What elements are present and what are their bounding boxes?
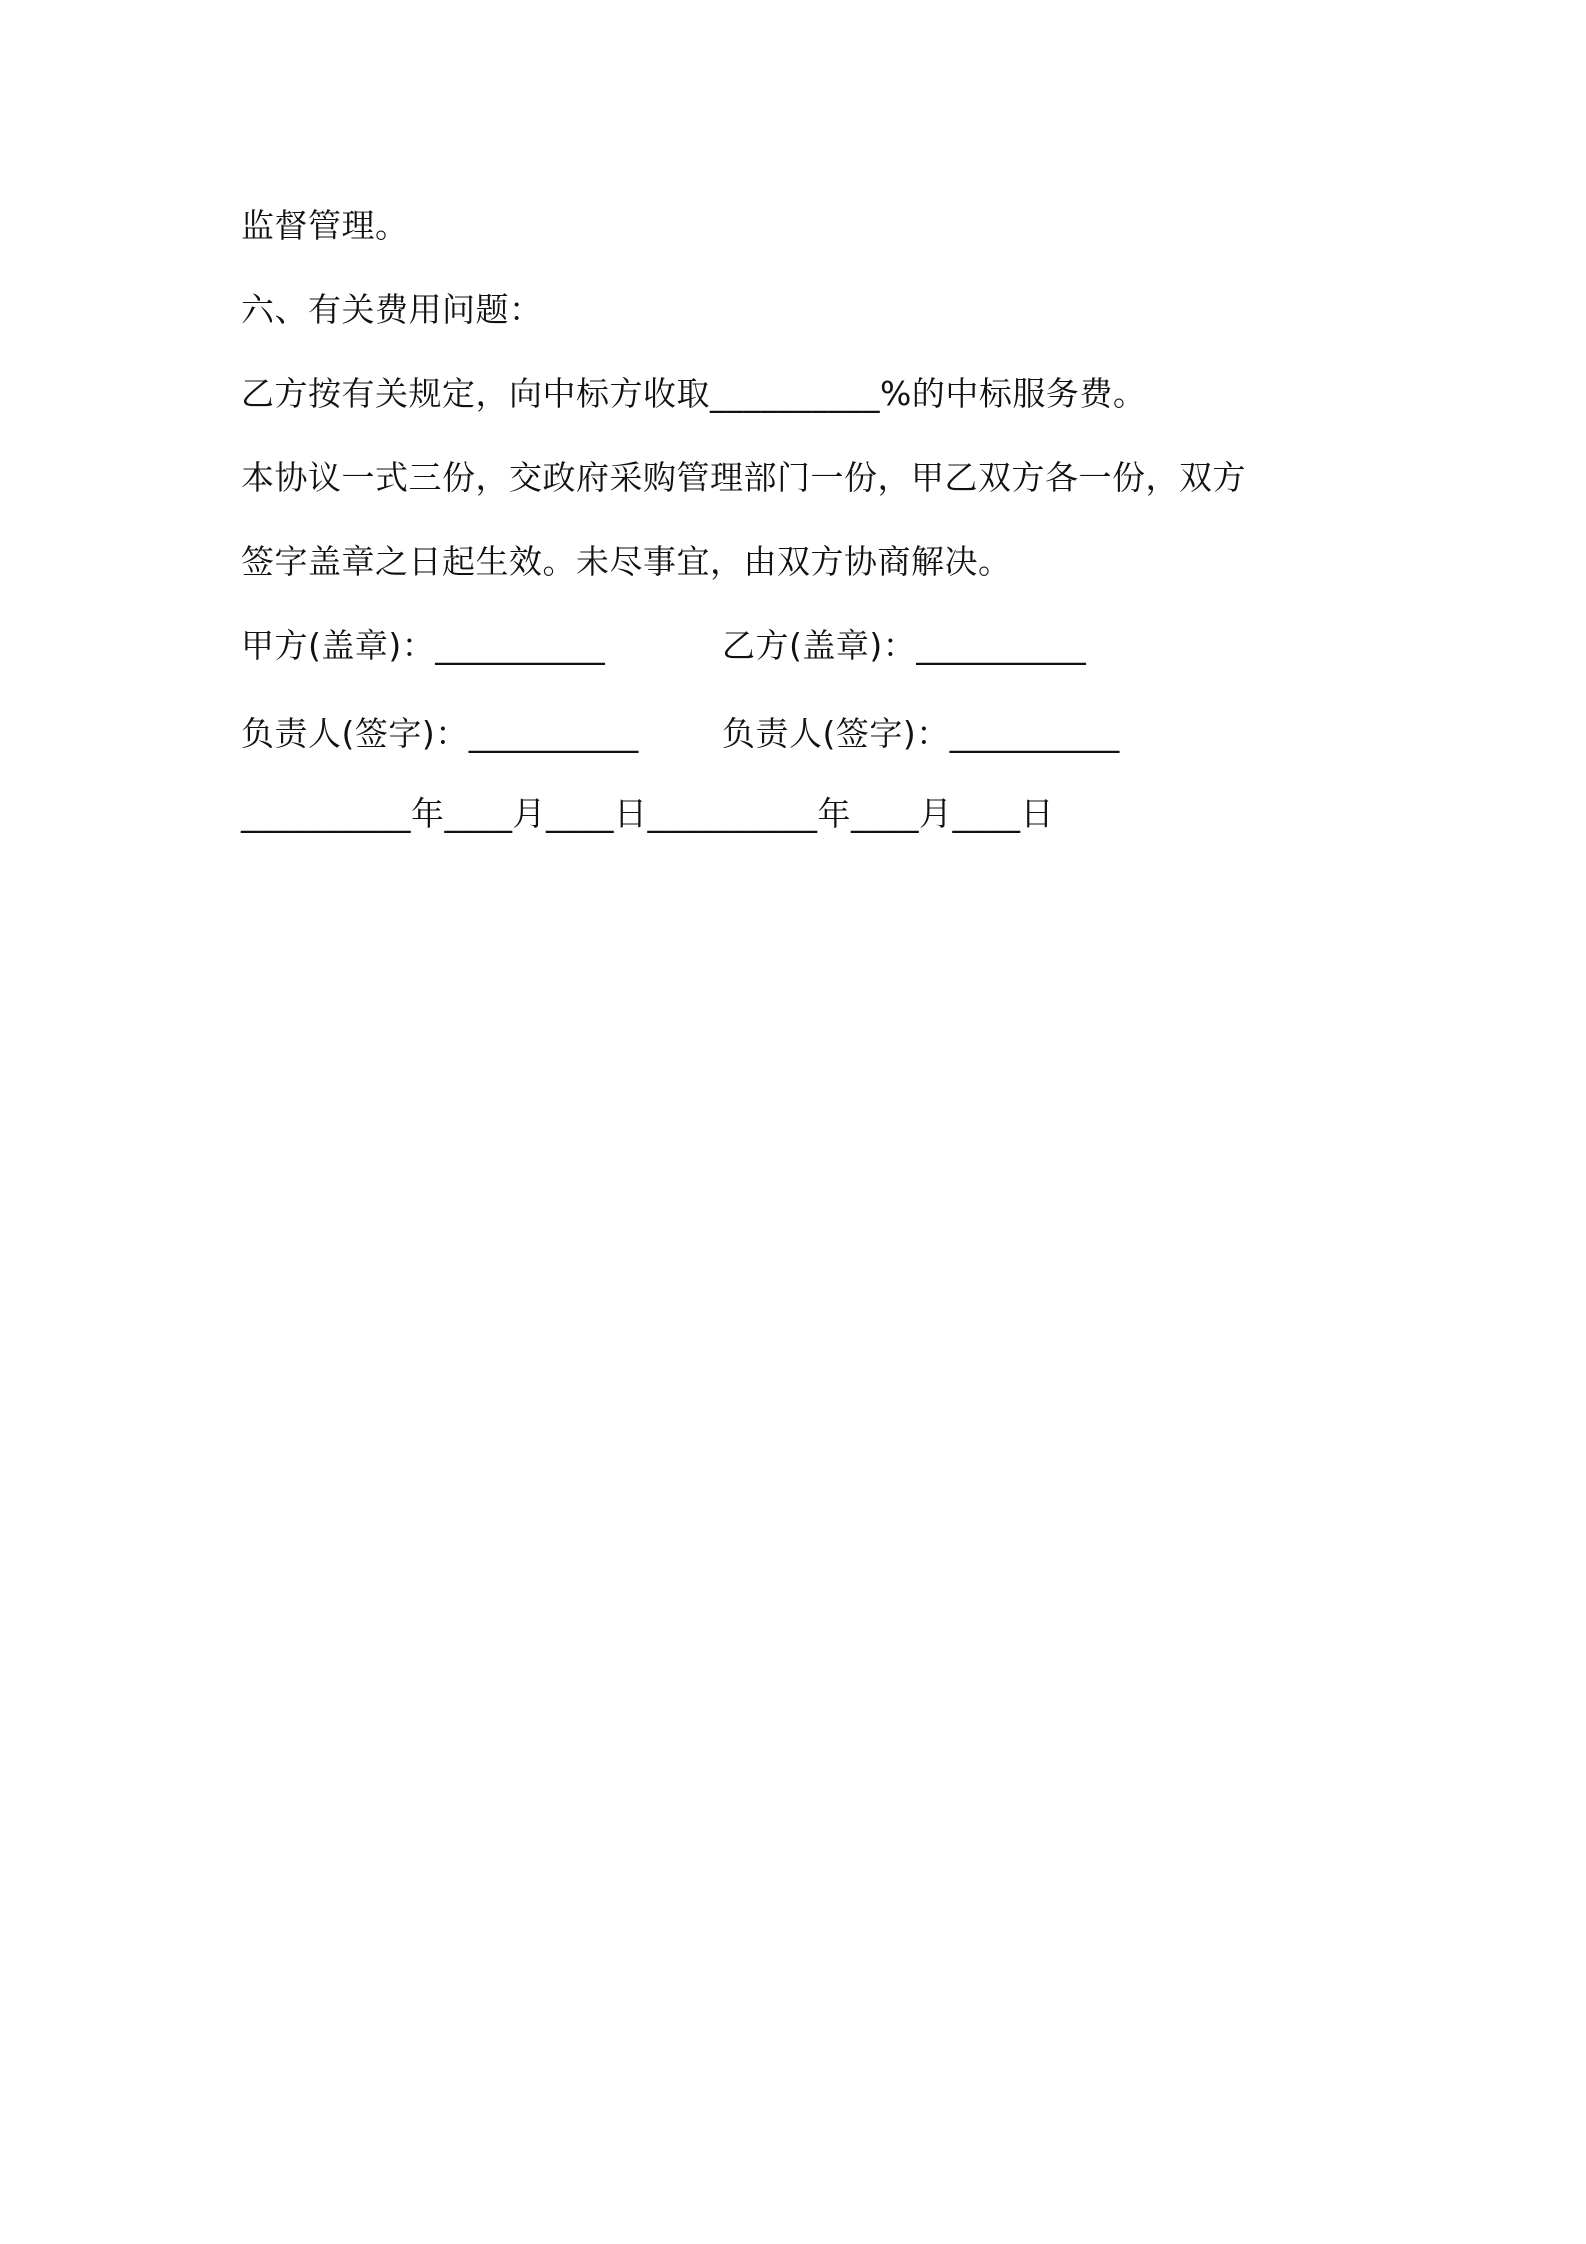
party-b-signature-field: 负责人(签字)：__________ [722, 714, 1120, 753]
party-a-seal-field: 甲方(盖章)：__________ [241, 626, 606, 665]
text-line-supervision: 监督管理。 [241, 206, 409, 245]
party-b-seal-field: 乙方(盖章)：__________ [722, 626, 1087, 665]
text-line-copies: 本协议一式三份，交政府采购管理部门一份，甲乙双方各一份，双方 [241, 458, 1246, 497]
date-line: __________年____月____日__________年____月____日 [241, 794, 1054, 833]
text-line-effective: 签字盖章之日起生效。未尽事宜，由双方协商解决。 [241, 542, 1012, 581]
party-a-signature-field: 负责人(签字)：__________ [241, 714, 639, 753]
section-heading-fees: 六、有关费用问题： [241, 290, 543, 329]
text-line-service-fee: 乙方按有关规定，向中标方收取__________%的中标服务费。 [241, 374, 1147, 413]
